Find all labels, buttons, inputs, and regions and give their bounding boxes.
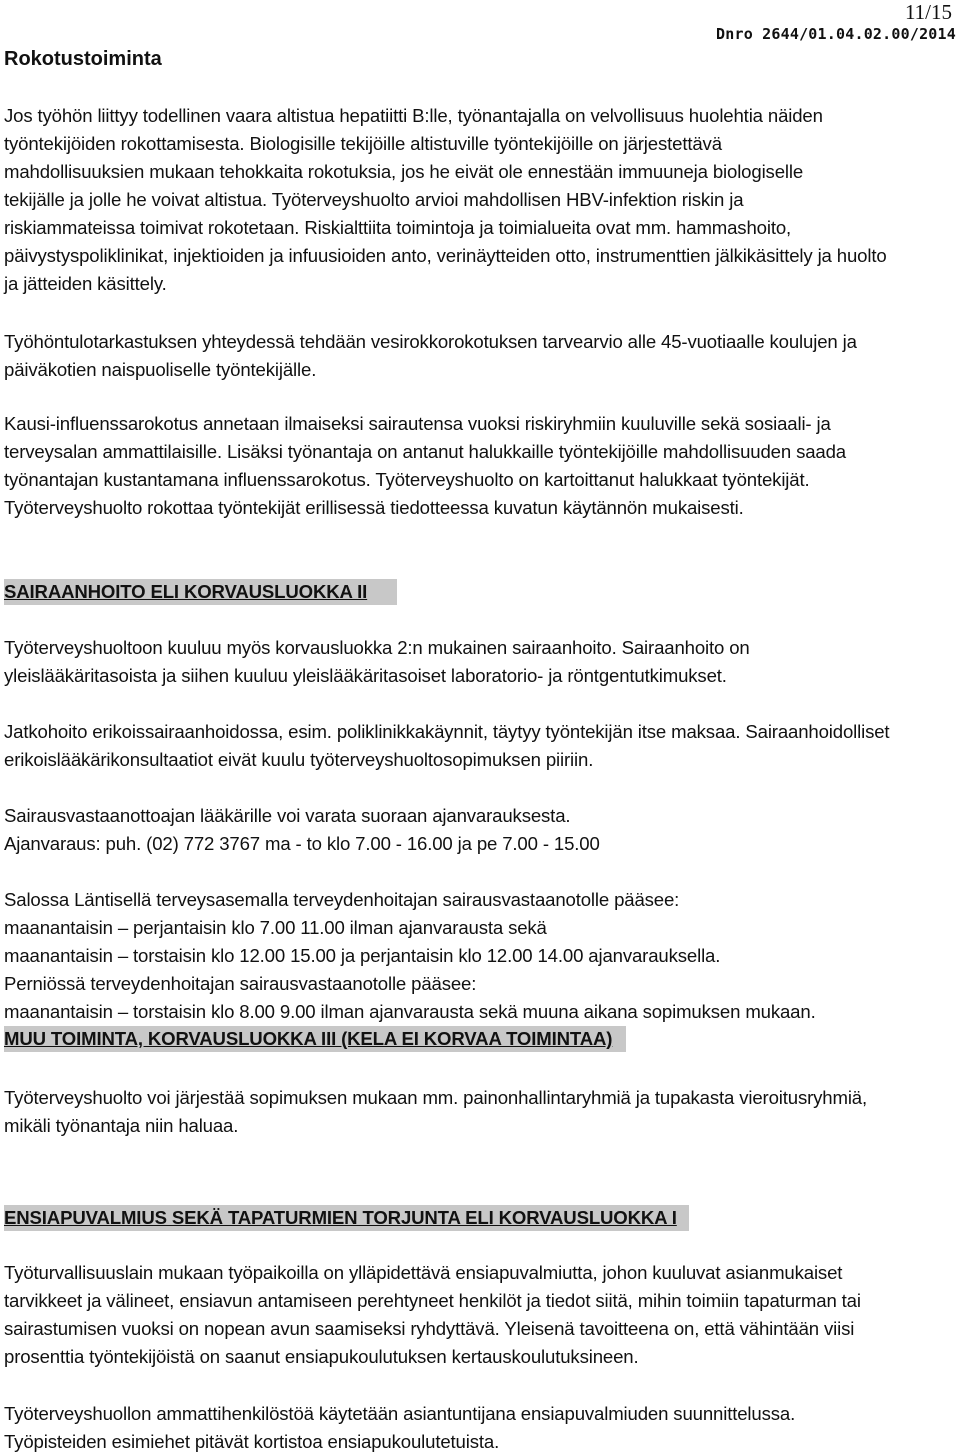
text-line: Salossa Läntisellä terveysasemalla terveydenhoitajan sairausvastaanotolle pääsee: [4, 889, 680, 910]
class3-heading-row [4, 1025, 954, 1052]
text-line: ja jätteiden käsittely. [4, 273, 167, 294]
vaccination-paragraphs [4, 102, 954, 298]
text-line: Työterveyshuolto voi järjestää sopimuksen mukaan mm. painonhallintaryhmiä ja tupakasta vieroitusryhmiä, [4, 1087, 868, 1108]
text-line: erikoislääkärikonsultaatiot eivät kuulu työterveyshuoltosopimuksen piiriin. [4, 749, 594, 770]
text-line: Työhöntulotarkastuksen yhteydessä tehdään vesirokkorokotuksen tarvearvio alle 45-vuotiaalle koulujen ja [4, 331, 857, 352]
text-line: tarvikkeet ja välineet, ensiavun antamiseen perehtyneet henkilöt ja tiedot siitä, mihin toimiin tapaturman tai [4, 1290, 861, 1311]
text-line: prosenttia työntekijöistä on saanut ensiapukoulutuksen kertauskoulutuksineen. [4, 1346, 639, 1367]
text-line: mahdollisuuksien mukaan tehokkaita rokotuksia, jos he eivät ole ennestään immuuneja biologiselle [4, 161, 804, 182]
text-line: maanantaisin – perjantaisin klo 7.00 11.00 ilman ajanvarausta sekä [4, 917, 547, 938]
text-line: Työterveyshuoltoon kuuluu myös korvausluokka 2:n mukainen sairaanhoito. Sairaanhoito on [4, 637, 750, 658]
page-number: 11/15 [904, 0, 952, 24]
class2-paragraph-4 [4, 886, 954, 1026]
class1-heading: ENSIAPUVALMIUS SEKÄ TAPATURMIEN TORJUNTA ELI KORVAUSLUOKKA I [4, 1205, 689, 1231]
class2-paragraph-1 [4, 634, 954, 690]
vaccination-paragraph-2 [4, 328, 954, 384]
text-line: yleislääkäritasoista ja siihen kuuluu yleislääkäritasoiset laboratorio- ja röntgentutkimukset. [4, 665, 727, 686]
text-line: sairastumisen vuoksi on nopean avun saamiseksi ryhdyttävä. Yleisenä tavoitteena on, että vähintään viisi [4, 1318, 855, 1339]
section-title: Rokotustoiminta [4, 48, 162, 70]
class2-paragraph-3 [4, 802, 954, 858]
text-line: päiväkotien naispuoliselle työntekijälle. [4, 359, 317, 380]
text-line: tekijälle ja jolle he voivat altistua. Työterveyshuolto arvioi mahdollisen HBV-infektion riskin ja [4, 189, 744, 210]
class2-heading-row [4, 578, 954, 605]
text-line: päivystyspoliklinikat, injektioiden ja infuusioiden anto, verinäytteiden otto, instrumenttien jälkikäsittely ja huolto [4, 245, 887, 266]
text-line: Kausi-influenssarokotus annetaan ilmaiseksi sairautensa vuoksi riskiryhmiin kuuluville sekä sosiaali- ja [4, 413, 831, 434]
class1-paragraph-2 [4, 1400, 954, 1456]
class3-paragraph-1 [4, 1084, 954, 1140]
text-line: Jos työhön liittyy todellinen vaara altistua hepatiitti B:lle, työnantajalla on velvollisuus huolehtia näiden [4, 105, 823, 126]
text-line: Työturvallisuuslain mukaan työpaikoilla on ylläpidettävä ensiapuvalmiutta, johon kuuluvat asianmukaiset [4, 1262, 843, 1283]
vaccination-paragraph-1 [4, 102, 954, 298]
text-line: maanantaisin – torstaisin klo 12.00 15.00 ja perjantaisin klo 12.00 14.00 ajanvarauksella. [4, 945, 721, 966]
text-line: työnantajan kustantamana influenssarokotus. Työterveyshuolto on kartoittanut halukkaat työntekijät. [4, 469, 810, 490]
text-line: Sairausvastaanottoajan lääkärille voi varata suoraan ajanvarauksesta. [4, 805, 571, 826]
text-line: terveysalan ammattilaisille. Lisäksi työnantaja on antanut halukkaille työntekijöille mahdollisuuden saada [4, 441, 846, 462]
class3-heading: MUU TOIMINTA, KORVAUSLUOKKA III (KELA EI KORVAA TOIMINTAA) [4, 1026, 626, 1052]
class2-paragraph-2 [4, 718, 954, 774]
text-line: riskiammateissa toimivat rokotetaan. Riskialttiita toimintoja ja toimialueita ovat mm. hammashoito, [4, 217, 792, 238]
text-line: Työpisteiden esimiehet pitävät kortistoa ensiapukoulutetuista. [4, 1431, 500, 1452]
document-number: Dnro 2644/01.04.02.00/2014 [716, 25, 956, 43]
class1-paragraph-1 [4, 1259, 954, 1371]
text-line: Työterveyshuollon ammattihenkilöstöä käytetään asiantuntijana ensiapuvalmiuden suunnittelussa. [4, 1403, 796, 1424]
text-line: maanantaisin – torstaisin klo 8.00 9.00 ilman ajanvarausta sekä muuna aikana sopimuksen mukaan. [4, 1001, 816, 1022]
class2-heading: SAIRAANHOITO ELI KORVAUSLUOKKA II [4, 579, 397, 605]
text-line: Ajanvaraus: puh. (02) 772 3767 ma - to klo 7.00 - 16.00 ja pe 7.00 - 15.00 [4, 833, 600, 854]
text-line: työntekijöiden rokottamisesta. Biologisille tekijöille altistuville työntekijöille on järjestettävä [4, 133, 722, 154]
text-line: Jatkohoito erikoissairaanhoidossa, esim. poliklinikkakäynnit, täytyy työntekijän itse maksaa. Sairaanhoidolliset [4, 721, 890, 742]
text-line: Perniössä terveydenhoitajan sairausvastaanotolle pääsee: [4, 973, 477, 994]
class1-heading-row [4, 1204, 954, 1231]
vaccination-paragraph-3 [4, 410, 954, 522]
text-line: Työterveyshuolto rokottaa työntekijät erillisessä tiedotteessa kuvatun käytännön mukaisesti. [4, 497, 744, 518]
text-line: mikäli työnantaja niin haluaa. [4, 1115, 239, 1136]
